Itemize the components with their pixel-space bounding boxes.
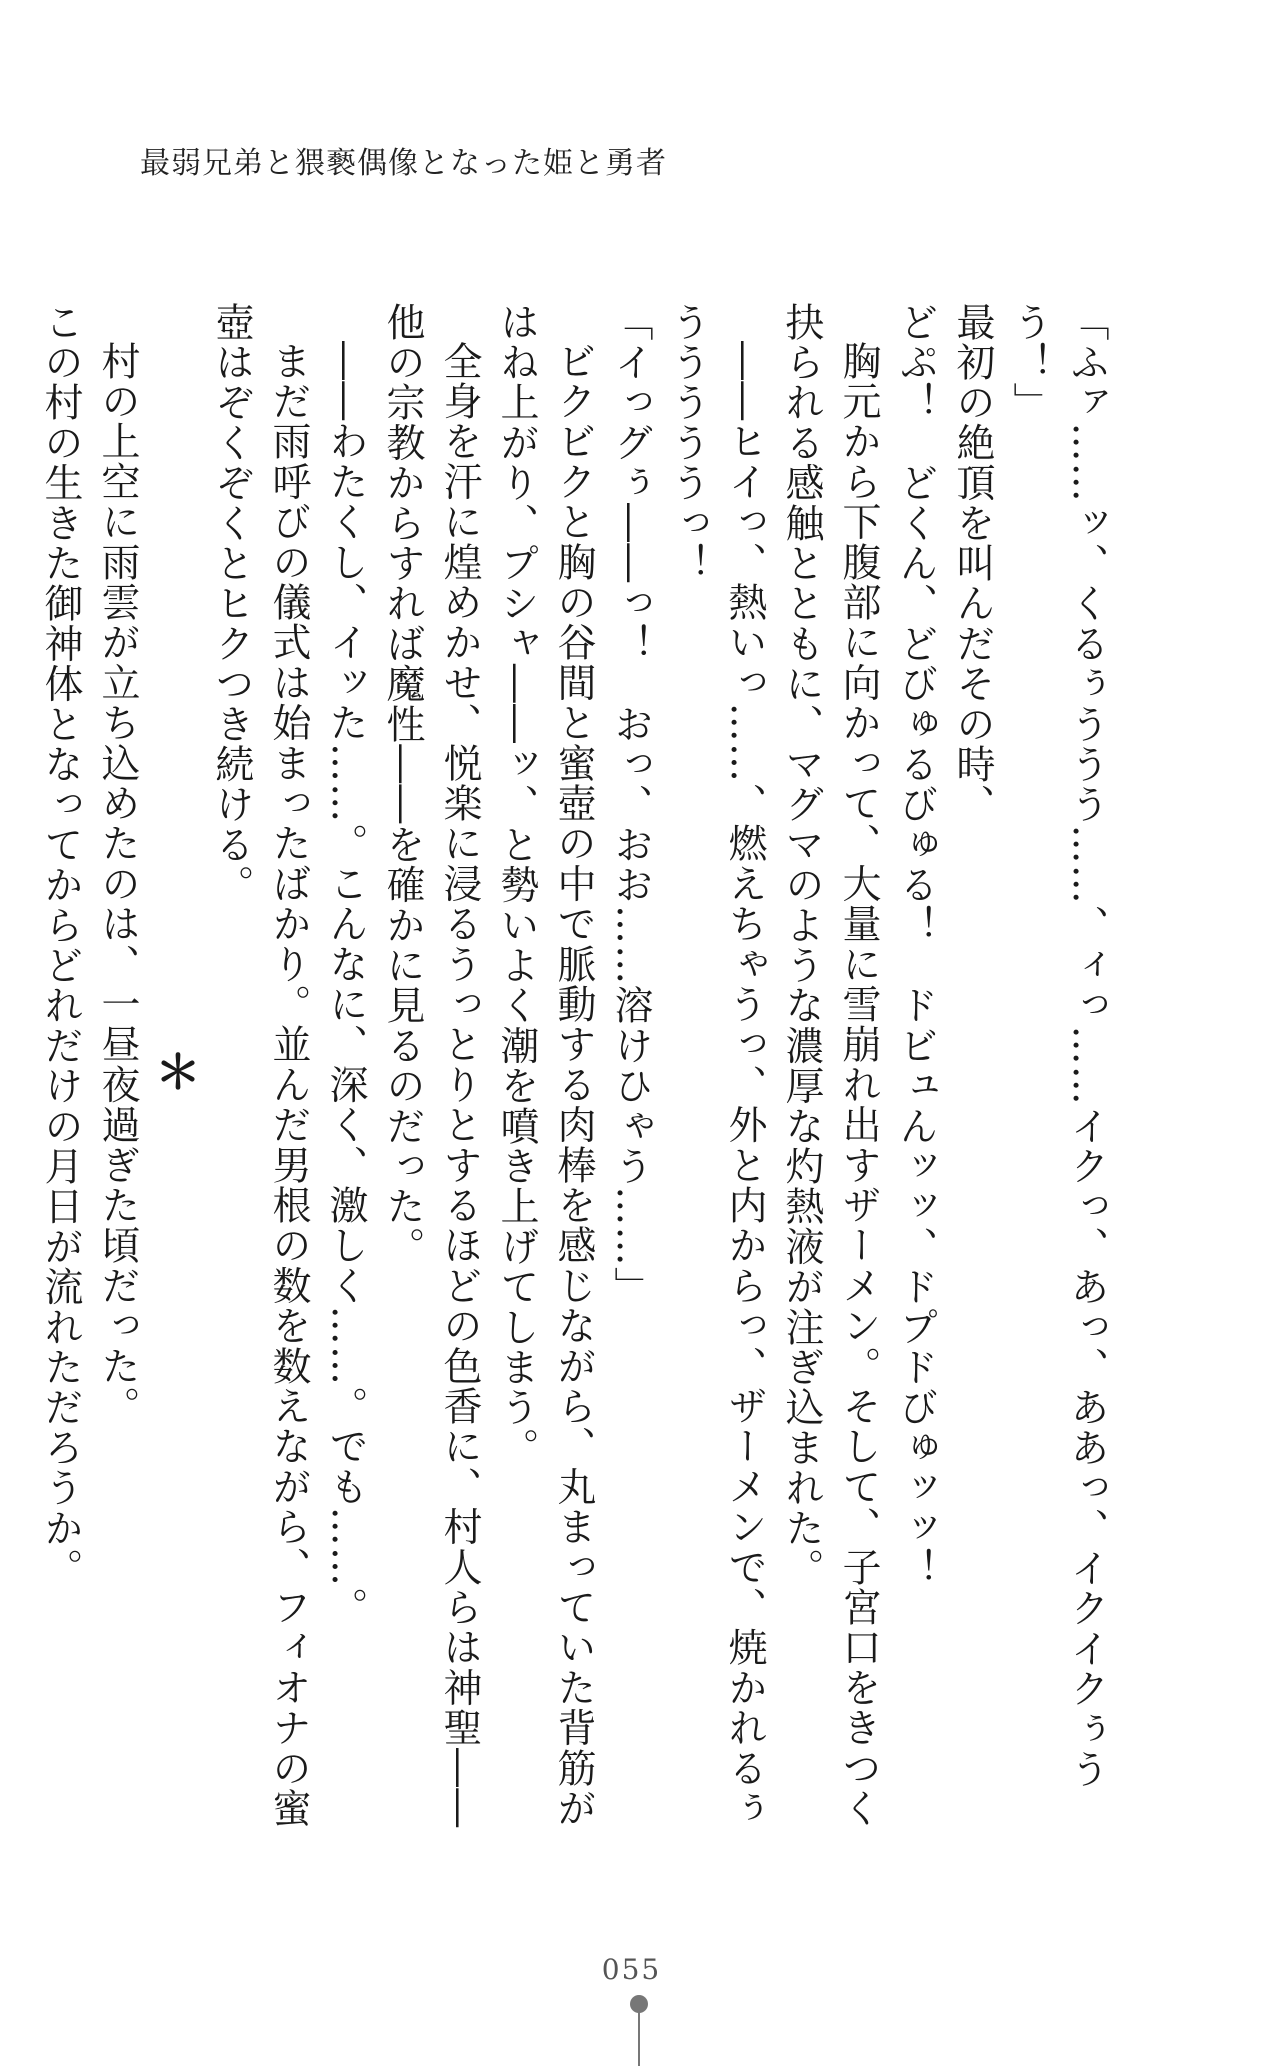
page-marker-dot bbox=[630, 1995, 648, 2013]
body-text bbox=[38, 302, 1115, 1842]
paragraph: 最初の絶頂を叫んだその時、 bbox=[950, 302, 995, 825]
running-header: 最弱兄弟と猥褻偶像となった姫と勇者 bbox=[140, 146, 667, 181]
paragraph: 「ふァ……ッ、くるぅううう……、ィっ……イクっ、あっ、ああっ、イクイクぅうう！」 bbox=[1007, 302, 1109, 1790]
paragraph: どぷ！ どくん、どびゅるびゅる！ ドビュんッッ、ドプドびゅッッ！ bbox=[893, 302, 938, 1589]
paragraph: まだ雨呼びの儀式は始まったばかり。並んだ男根の数を数えながら、フィオナの蜜壺はぞくぞくとヒクつき続ける。 bbox=[209, 302, 311, 1829]
page-marker-line bbox=[638, 2012, 640, 2066]
paragraph: 「イっグぅ――っ！ おっ、おお……溶けひゃう……」 bbox=[608, 302, 653, 1307]
paragraph: 胸元から下腹部に向かって、大量に雪崩れ出すザーメン。そして、子宮口をきつく抉られる感触とともに、マグマのような濃厚な灼熱液が注ぎ込まれた。 bbox=[779, 302, 881, 1829]
scene-break: ＊ bbox=[148, 1048, 202, 1096]
paragraph: 村の上空に雨雲が立ち込めたのは、一昼夜過ぎた頃だった。 bbox=[95, 341, 140, 1427]
paragraph: 全身を汗に煌めかせ、悦楽に浸るうっとりとするほどの色香に、村人らは神聖――他の宗教からすれば魔性――を確かに見るのだった。 bbox=[380, 302, 482, 1829]
paragraph: ビクビクと胸の谷間と蜜壺の中で脈動する肉棒を感じながら、丸まっていた背筋がはね上がり、プシャ――ッ、と勢いよく潮を噴き上げてしまう。 bbox=[494, 302, 596, 1829]
page-number: 055 bbox=[601, 1953, 662, 1986]
paragraph: ――ヒイっ、熱いっ……、燃えちゃうっ、外と内からっ、ザーメンで、焼かれるぅうううううっ！ bbox=[665, 302, 767, 1829]
paragraph: この村の生きた御神体となってからどれだけの月日が流れただろうか。 bbox=[38, 302, 83, 1589]
paragraph: ――わたくし、イッた……。こんなに、深く、激しく……。でも……。 bbox=[323, 341, 368, 1628]
